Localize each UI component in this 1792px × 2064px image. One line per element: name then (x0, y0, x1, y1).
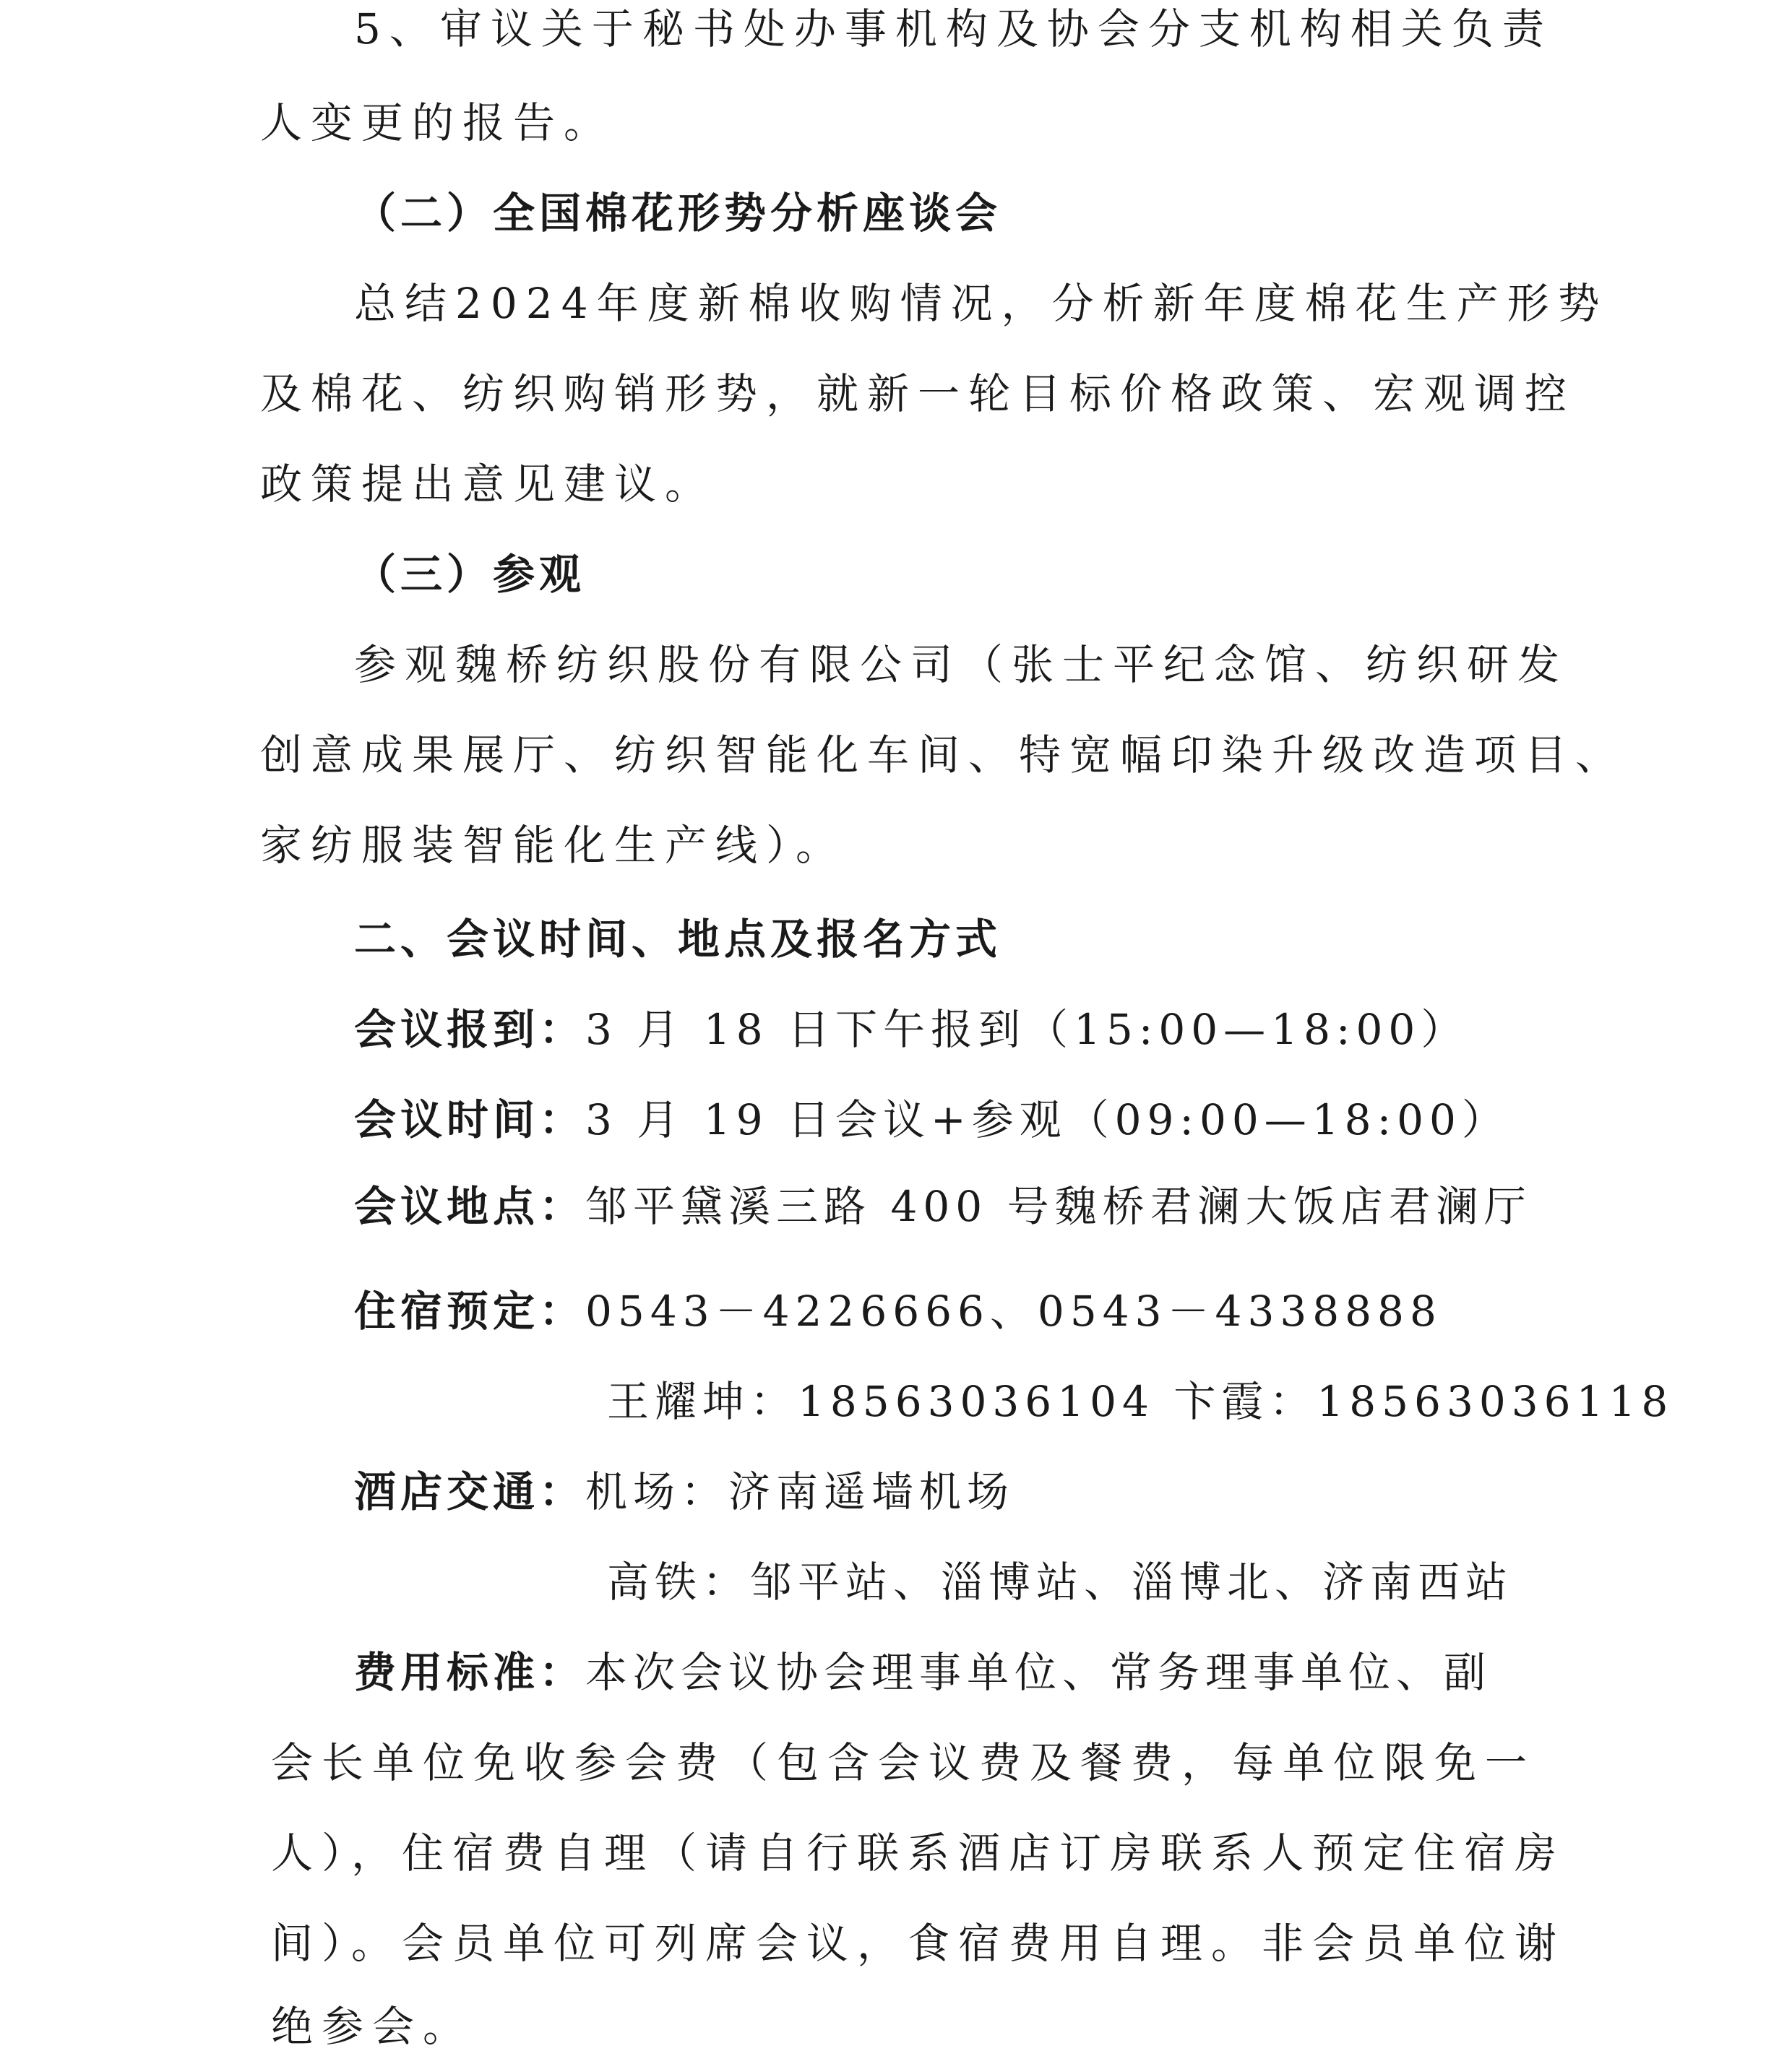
item5-line2: 人变更的报告。 (260, 98, 615, 147)
section2-para-line3: 政策提出意见建议。 (260, 459, 716, 509)
registration-value: 3 月 18 日下午报到（15:00—18:00） (585, 1005, 1469, 1054)
lodging-row (354, 1279, 1619, 1344)
item5-line1: 5、审议关于秘书处办事机构及协会分支机构相关负责 (354, 4, 1553, 53)
section3-para-line2: 创意成果展厅、纺织智能化车间、特宽幅印染升级改造项目、 (260, 730, 1627, 780)
venue-value: 邹平黛溪三路 400 号魏桥君澜大饭店君澜厅 (585, 1182, 1532, 1231)
fees-line5: 绝参会。 (271, 2002, 474, 2051)
transport-rail: 高铁：邹平站、淄博站、淄博北、济南西站 (607, 1558, 1514, 1607)
lodging-label: 住宿预定： (354, 1287, 586, 1336)
section2-heading: （二）全国棉花形势分析座谈会 (354, 189, 1002, 238)
fees-line2: 会长单位免收参会费（包含会议费及餐费，每单位限免一 (271, 1738, 1536, 1787)
section3-para-line3: 家纺服装智能化生产线）。 (260, 821, 847, 870)
section3-para-line1: 参观魏桥纺织股份有限公司（张士平纪念馆、纺织研发 (354, 640, 1569, 689)
transport-airport: 机场：济南遥墙机场 (585, 1467, 1015, 1516)
fees-line3: 人），住宿费自理（请自行联系酒店订房联系人预定住宿房 (271, 1828, 1566, 1878)
lodging-contacts: 王耀坤：18563036104 卞霞：18563036118 (607, 1377, 1674, 1426)
meeting-time-value: 3 月 19 日会议+参观（09:00—18:00） (585, 1095, 1509, 1144)
meeting-time-row (354, 1087, 1619, 1152)
meeting-time-label: 会议时间： (354, 1095, 586, 1144)
venue-label: 会议地点： (354, 1182, 586, 1231)
fees-row (354, 1640, 1619, 1705)
transport-row (354, 1459, 1619, 1524)
registration-row (354, 997, 1619, 1062)
part2-heading: 二、会议时间、地点及报名方式 (354, 915, 1002, 964)
fees-line4: 间）。会员单位可列席会议，食宿费用自理。非会员单位谢 (271, 1919, 1566, 1968)
venue-row (354, 1174, 1619, 1239)
fees-line1: 本次会议协会理事单位、常务理事单位、副 (585, 1648, 1492, 1697)
section2-para-line2: 及棉花、纺织购销形势，就新一轮目标价格政策、宏观调控 (260, 369, 1576, 418)
transport-label: 酒店交通： (354, 1467, 586, 1516)
lodging-phones: 0543－4226666、0543－4338888 (585, 1287, 1442, 1336)
section3-heading: （三）参观 (354, 550, 586, 599)
fees-label: 费用标准： (354, 1648, 586, 1697)
section2-para-line1: 总结2024年度新棉收购情况，分析新年度棉花生产形势 (354, 279, 1608, 328)
registration-label: 会议报到： (354, 1005, 586, 1054)
